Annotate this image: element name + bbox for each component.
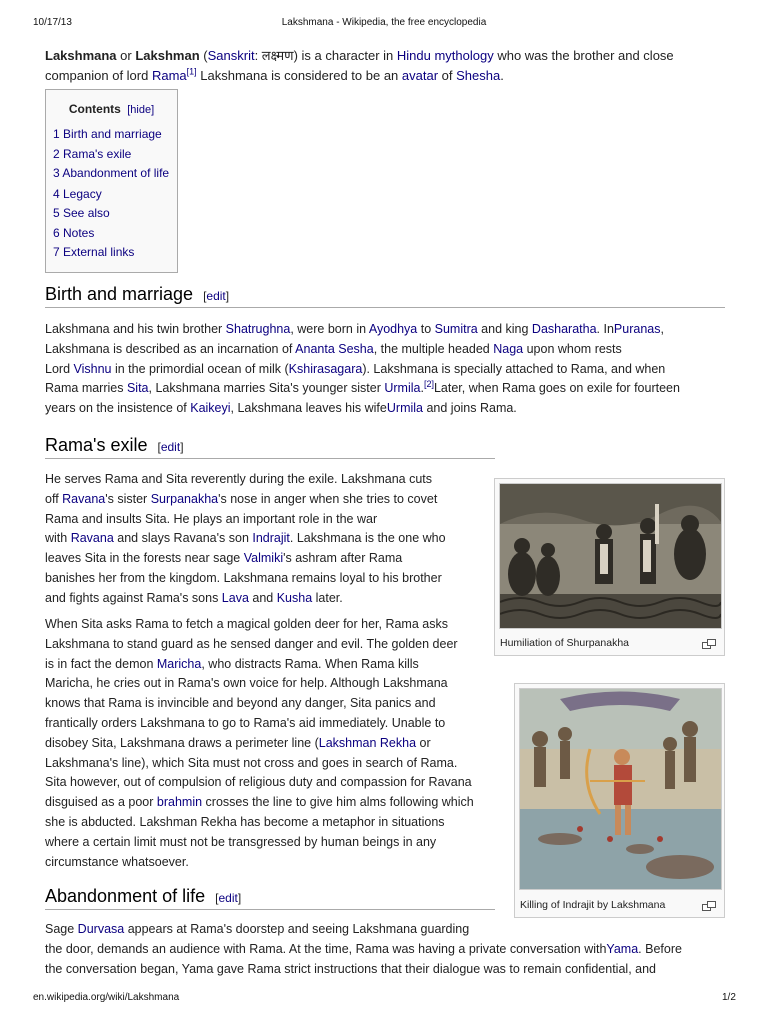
article-alt-name: Lakshman [135,48,200,63]
link-hindu-mythology[interactable]: Hindu mythology [396,48,494,63]
toc-item-birth[interactable]: 1 Birth and marriage [53,127,162,141]
paragraph-abandonment: Sage Durvasa appears at Rama's doorstep and seeing Lakshmana guarding the door, demands an audience with Rama. At the time, Rama was having a private conversation withYama. Before the conversation began, Yama gave Rama strict instructions that their dialogue was to remain confidential, and [45,922,682,976]
link-vishnu[interactable]: Vishnu [73,361,112,376]
link-dasharatha[interactable]: Dasharatha [531,322,597,336]
edit-link-exile[interactable]: edit [160,440,181,454]
link-brahmin[interactable]: brahmin [156,795,203,810]
link-kaikeyi[interactable]: Kaikeyi [190,401,231,416]
link-surpanakha[interactable]: Surpanakha [150,491,219,506]
link-indrajit[interactable]: Indrajit [252,531,290,546]
link-avatar[interactable]: avatar [401,68,439,83]
link-lava[interactable]: Lava [221,590,249,605]
image-humiliation-of-shurpanakha[interactable] [499,483,722,629]
link-sumitra[interactable]: Sumitra [434,322,478,336]
heading-ramas-exile: Rama's exile [edit] [45,435,495,459]
article-name: Lakshmana [45,48,117,63]
toc-item-external-links[interactable]: 7 External links [53,245,135,259]
heading-birth-and-marriage: Birth and marriage [edit] [45,284,725,308]
toc-item-notes[interactable]: 6 Notes [53,226,95,240]
caption-killing-of-indrajit: Killing of Indrajit by Lakshmana [520,899,666,911]
link-ravana-2[interactable]: Ravana [70,531,114,546]
figure-humiliation [494,478,725,656]
link-kusha[interactable]: Kusha [276,590,313,605]
toc-hide-link[interactable]: [hide] [127,104,155,116]
link-sanskrit[interactable]: Sanskrit [207,48,255,63]
caption-humiliation: Humiliation of Shurpanakha [500,637,629,649]
figure-killing-of-indrajit [514,683,725,918]
table-of-contents [45,89,178,273]
toc-item-see-also[interactable]: 5 See also [53,206,110,220]
link-sita[interactable]: Sita [126,381,149,396]
print-url: en.wikipedia.org/wiki/Lakshmana [33,992,180,1003]
paragraph-exile-1: He serves Rama and Sita reverently during the exile. Lakshmana cuts off Ravana's sister Surpanakha's nose in anger when she tries to covet Rama and insults Sita. He plays an important role in the war with Ravana and slays Ravana's son Indrajit. Lakshmana is the one who leaves Sita in the forests near sage Valmiki's ashram after Rama banishes her from the kingdom. Lakshmana remains loyal to his brother and fights against Rama's sons Lava and Kusha later. [45,472,446,605]
link-maricha[interactable]: Maricha [156,656,202,671]
link-valmiki[interactable]: Valmiki [243,551,284,566]
link-shatrughna[interactable]: Shatrughna [225,322,291,336]
toc-item-exile[interactable]: 2 Rama's exile [53,147,132,161]
image-killing-of-indrajit[interactable] [519,688,722,890]
link-lakshman-rekha[interactable]: Lakshman Rekha [318,735,417,750]
edit-link-birth[interactable]: edit [206,289,226,303]
paragraph-birth: Lakshmana and his twin brother Shatrughna, were born in Ayodhya to Sumitra and king Dasharatha. InPuranas, Lakshmana is described as an incarnation of Ananta Sesha, the multiple headed Naga upon whom rests Lord Vishnu in the primordial ocean of milk (Kshirasagara). Lakshmana is specially attached to Rama, and when Rama marries Sita, Lakshmana marries Sita's younger sister Urmila.[2]Later, when Rama goes on exile for fourteen years on the insistence of Kaikeyi, Lakshmana leaves his wifeUrmila and joins Rama. [45,322,680,416]
link-shesha[interactable]: Shesha [456,68,501,83]
link-urmila-2[interactable]: Urmila [386,401,423,416]
link-rama[interactable]: Rama [151,68,187,83]
link-yama[interactable]: Yama [606,941,639,956]
intro-paragraph: Lakshmana or Lakshman (Sanskrit: लक्ष्मण) is a character in Hindu mythology who was the brother and close companion of lord Rama[1] Lakshmana is considered to be an avatar of Shesha. [45,48,674,83]
toc-item-abandonment[interactable]: 3 Abandonment of life [53,166,170,180]
link-ayodhya[interactable]: Ayodhya [368,322,418,336]
link-urmila[interactable]: Urmila [384,381,421,396]
print-date: 10/17/13 [33,17,72,28]
magnify-icon-2[interactable] [702,901,716,911]
edit-link-abandonment[interactable]: edit [218,891,238,905]
link-naga[interactable]: Naga [493,341,524,356]
print-title: Lakshmana - Wikipedia, the free encyclopedia [281,17,487,28]
paragraph-exile-2: When Sita asks Rama to fetch a magical golden deer for her, Rama asks Lakshmana to stand guard as he sensed danger and evil. The golden deer is in fact the demon Maricha, who distracts Rama. When Rama kills Maricha, he cries out in Rama's own voice for help. Although Lakshmana knows that Rama is invincible and beyond any danger, Sita panics and frantically orders Lakshmana to go to Rama's aid immediately. Unable to disobey Sita, Lakshmana draws a perimeter line (Lakshman Rekha or Lakshmana's line), which Sita must not cross and goes in search of Rama. Sita however, out of compulsion of religious duty and compassion for Ravana disguised as a poor brahmin crosses the line to give him alms following which she is abducted. Lakshman Rekha has become a metaphor in situations where a certain limit must not be transgressed by human beings in any circumstance whatsoever. [45,617,474,869]
print-page-number: 1/2 [722,992,736,1003]
ref-1[interactable]: [1] [186,66,197,77]
link-ananta-sesha[interactable]: Ananta Sesha [295,341,374,356]
ref-2[interactable]: [2] [423,379,434,390]
link-durvasa[interactable]: Durvasa [77,922,125,936]
link-ravana[interactable]: Ravana [62,491,106,506]
heading-abandonment-of-life: Abandonment of life [edit] [45,886,495,910]
toc-title: Contents [68,102,121,116]
magnify-icon[interactable] [702,639,716,649]
link-puranas[interactable]: Puranas [613,322,661,336]
link-kshirasagara[interactable]: Kshirasagara [288,361,363,376]
toc-item-legacy[interactable]: 4 Legacy [53,187,102,201]
